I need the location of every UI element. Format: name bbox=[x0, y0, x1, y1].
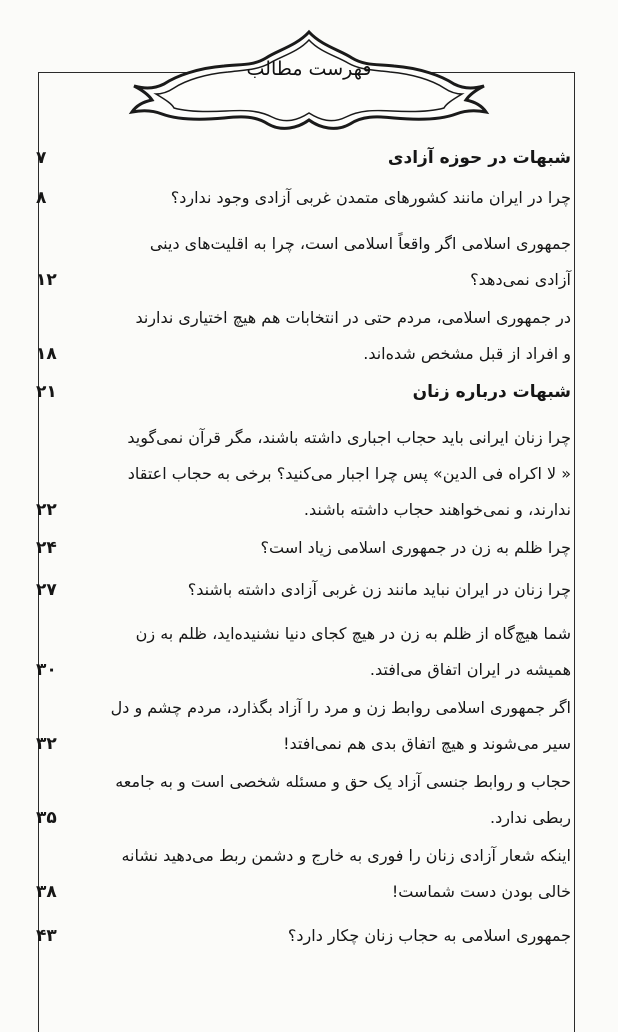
toc-page-number: ۲۷ bbox=[36, 580, 57, 600]
toc-entry-text bbox=[101, 690, 571, 762]
toc-page-number: ۳۰ bbox=[36, 660, 57, 680]
toc-entry-line: خالی بودن دست شماست! bbox=[391, 882, 571, 901]
toc-entry-text bbox=[101, 530, 571, 566]
toc-entry-line: در جمهوری اسلامی، مردم حتی در انتخابات هم هیچ اختیاری ندارند bbox=[135, 308, 571, 327]
toc-page-number: ۷ bbox=[36, 148, 47, 168]
toc-entry-text bbox=[101, 838, 571, 910]
toc-entry-line: چرا ظلم به زن در جمهوری اسلامی زیاد است؟ bbox=[260, 538, 571, 557]
toc-page-number: ۳۲ bbox=[36, 734, 57, 754]
toc-entry-line: ندارند، و نمی‌خواهند حجاب داشته باشند. bbox=[303, 500, 571, 519]
toc-page-number: ۳۵ bbox=[36, 808, 57, 828]
toc-page-number: ۳۸ bbox=[36, 882, 57, 902]
toc-entry-line: و افراد از قبل مشخص شده‌اند. bbox=[363, 344, 571, 363]
toc-entry-text bbox=[101, 374, 571, 410]
toc-entry-line: آزادی نمی‌دهد؟ bbox=[470, 270, 571, 289]
toc-entry-line: حجاب و روابط جنسی آزاد یک حق و مسئله شخصی است و به جامعه bbox=[115, 772, 571, 791]
toc-page-number: ۲۴ bbox=[36, 538, 57, 558]
toc-entry-text bbox=[101, 226, 571, 298]
toc-entry-text bbox=[101, 918, 571, 954]
toc-entry-text bbox=[101, 420, 571, 528]
toc-entry-text bbox=[101, 300, 571, 372]
toc-page-number: ۱۸ bbox=[36, 344, 57, 364]
toc-entry-line: همیشه در ایران اتفاق می‌افتد. bbox=[369, 660, 571, 679]
toc-entry-line: شما هیچ‌گاه از ظلم به زن در هیچ کجای دنیا نشنیده‌اید، ظلم به زن bbox=[135, 624, 571, 643]
toc-entry-line: جمهوری اسلامی اگر واقعاً اسلامی است، چرا به اقلیت‌های دینی bbox=[149, 234, 571, 253]
toc-entry-text bbox=[101, 616, 571, 688]
toc-page-number: ۸ bbox=[36, 188, 47, 208]
toc-entry-line: چرا در ایران مانند کشورهای متمدن غربی آزادی وجود ندارد؟ bbox=[170, 188, 571, 207]
toc-entry-line: جمهوری اسلامی به حجاب زنان چکار دارد؟ bbox=[287, 926, 571, 945]
toc-entry-line: چرا زنان در ایران نباید مانند زن غربی آزادی داشته باشند؟ bbox=[187, 580, 571, 599]
toc-page-number: ۲۲ bbox=[36, 500, 57, 520]
toc-title: فهرست مطالب bbox=[246, 58, 372, 80]
toc-entry-line: اینکه شعار آزادی زنان را فوری به خارج و دشمن ربط می‌دهید نشانه bbox=[121, 846, 571, 865]
toc-entry-line: شبهات در حوزه آزادی bbox=[387, 148, 571, 168]
toc-entry-text bbox=[101, 764, 571, 836]
toc-entry-line: چرا زنان ایرانی باید حجاب اجباری داشته باشند، مگر قرآن نمی‌گوید bbox=[127, 428, 571, 447]
toc-entry-line: ربطی ندارد. bbox=[490, 808, 571, 827]
toc-entry-line: اگر جمهوری اسلامی روابط زن و مرد را آزاد بگذارد، مردم چشم و دل bbox=[110, 698, 571, 717]
toc-entry-line: « لا اکراه فی الدین» پس چرا اجبار می‌کنید؟ برخی به حجاب اعتقاد bbox=[127, 464, 571, 483]
toc-entry-text bbox=[101, 180, 571, 216]
toc-page-number: ۲۱ bbox=[36, 382, 57, 402]
toc-page-number: ۱۲ bbox=[36, 270, 57, 290]
toc-page-number: ۴۳ bbox=[36, 926, 57, 946]
toc-entry-text bbox=[101, 572, 571, 608]
toc-entry-text bbox=[101, 140, 571, 176]
toc-entry-line: شبهات درباره زنان bbox=[412, 382, 571, 402]
toc-entry-line: سیر می‌شوند و هیچ اتفاق بدی هم نمی‌افتد! bbox=[283, 734, 571, 753]
